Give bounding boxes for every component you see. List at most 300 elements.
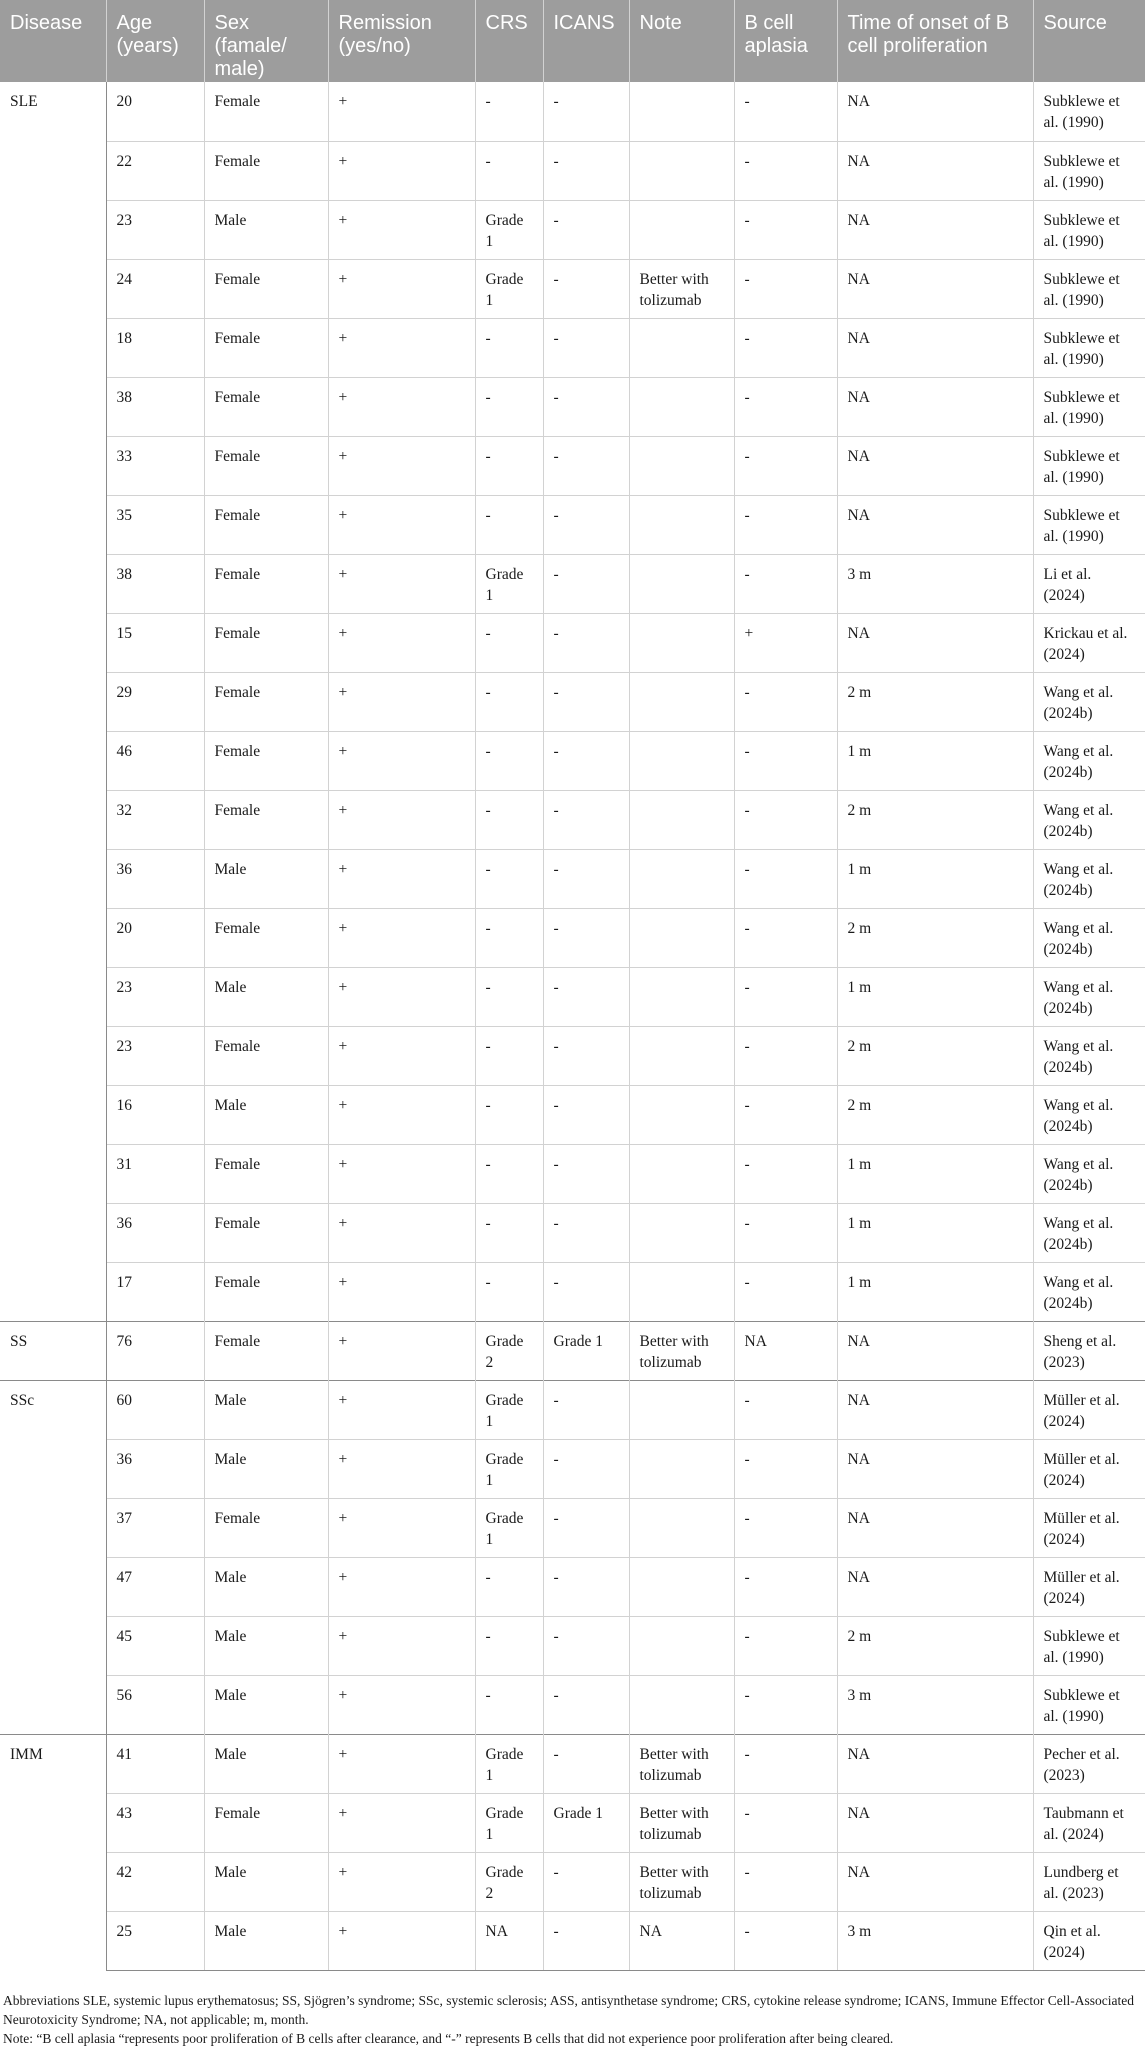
disease-cell: IMM <box>0 1734 106 1970</box>
onset-time-cell: NA <box>837 82 1033 141</box>
table-row <box>0 1439 1145 1498</box>
crs-cell: - <box>475 967 543 1026</box>
b-cell-aplasia-cell: - <box>734 1380 837 1439</box>
crs-cell: Grade 1 <box>475 554 543 613</box>
onset-time-cell: 2 m <box>837 1616 1033 1675</box>
b-cell-aplasia-cell: - <box>734 436 837 495</box>
table-row <box>0 1144 1145 1203</box>
table-row <box>0 613 1145 672</box>
b-cell-aplasia-cell: - <box>734 1911 837 1970</box>
remission-cell: + <box>328 1852 475 1911</box>
remission-cell: + <box>328 790 475 849</box>
b-cell-aplasia-cell: - <box>734 672 837 731</box>
remission-cell: + <box>328 82 475 141</box>
disease-cell: SLE <box>0 82 106 1321</box>
b-cell-aplasia-cell: - <box>734 82 837 141</box>
remission-cell: + <box>328 1439 475 1498</box>
source-cell: Wang et al. (2024b) <box>1033 1085 1145 1144</box>
remission-cell: + <box>328 731 475 790</box>
note-cell <box>629 731 734 790</box>
table-row <box>0 259 1145 318</box>
sex-cell: Female <box>204 436 328 495</box>
note-cell <box>629 967 734 1026</box>
age-cell: 20 <box>106 82 204 141</box>
crs-cell: - <box>475 908 543 967</box>
remission-cell: + <box>328 1203 475 1262</box>
icans-cell: - <box>543 1085 629 1144</box>
source-cell: Lundberg et al. (2023) <box>1033 1852 1145 1911</box>
source-cell: Wang et al. (2024b) <box>1033 672 1145 731</box>
source-cell: Qin et al. (2024) <box>1033 1911 1145 1970</box>
onset-time-cell: NA <box>837 1734 1033 1793</box>
age-cell: 31 <box>106 1144 204 1203</box>
note-cell <box>629 1380 734 1439</box>
column-header-note: Note <box>629 0 734 82</box>
source-cell: Müller et al. (2024) <box>1033 1498 1145 1557</box>
crs-cell: - <box>475 613 543 672</box>
onset-time-cell: NA <box>837 1439 1033 1498</box>
onset-time-cell: NA <box>837 318 1033 377</box>
icans-cell: - <box>543 259 629 318</box>
age-cell: 33 <box>106 436 204 495</box>
source-cell: Subklewe et al. (1990) <box>1033 1675 1145 1734</box>
sex-cell: Male <box>204 1557 328 1616</box>
icans-cell: - <box>543 200 629 259</box>
icans-cell: - <box>543 1557 629 1616</box>
age-cell: 38 <box>106 554 204 613</box>
b-cell-aplasia-cell: - <box>734 1498 837 1557</box>
onset-time-cell: 1 m <box>837 1144 1033 1203</box>
crs-cell: - <box>475 436 543 495</box>
age-cell: 36 <box>106 1439 204 1498</box>
icans-cell: - <box>543 318 629 377</box>
icans-cell: - <box>543 1911 629 1970</box>
crs-cell: - <box>475 1085 543 1144</box>
source-cell: Sheng et al. (2023) <box>1033 1321 1145 1380</box>
icans-cell: - <box>543 1144 629 1203</box>
remission-cell: + <box>328 436 475 495</box>
icans-cell: - <box>543 1852 629 1911</box>
icans-cell: - <box>543 967 629 1026</box>
column-header-remission: Remission (yes/no) <box>328 0 475 82</box>
crs-cell: Grade 1 <box>475 1734 543 1793</box>
crs-cell: Grade 1 <box>475 1793 543 1852</box>
sex-cell: Female <box>204 377 328 436</box>
sex-cell: Female <box>204 731 328 790</box>
source-cell: Subklewe et al. (1990) <box>1033 377 1145 436</box>
note-cell <box>629 200 734 259</box>
b-cell-aplasia-cell: - <box>734 908 837 967</box>
b-cell-aplasia-cell: - <box>734 259 837 318</box>
b-cell-aplasia-cell: - <box>734 1734 837 1793</box>
b-cell-aplasia-cell: - <box>734 1616 837 1675</box>
column-header-disease: Disease <box>0 0 106 82</box>
table-row <box>0 1734 1145 1793</box>
table-row <box>0 1262 1145 1321</box>
source-cell: Subklewe et al. (1990) <box>1033 1616 1145 1675</box>
column-header-b-cell-aplasia: B cell aplasia <box>734 0 837 82</box>
onset-time-cell: NA <box>837 1793 1033 1852</box>
b-cell-aplasia-cell: + <box>734 613 837 672</box>
crs-cell: - <box>475 1557 543 1616</box>
onset-time-cell: NA <box>837 1498 1033 1557</box>
table-row <box>0 731 1145 790</box>
icans-cell: - <box>543 1380 629 1439</box>
crs-cell: - <box>475 849 543 908</box>
remission-cell: + <box>328 613 475 672</box>
table-row <box>0 1085 1145 1144</box>
age-cell: 20 <box>106 908 204 967</box>
note-cell <box>629 849 734 908</box>
crs-cell: - <box>475 141 543 200</box>
sex-cell: Female <box>204 318 328 377</box>
icans-cell: - <box>543 908 629 967</box>
onset-time-cell: NA <box>837 141 1033 200</box>
age-cell: 42 <box>106 1852 204 1911</box>
remission-cell: + <box>328 672 475 731</box>
source-cell: Subklewe et al. (1990) <box>1033 318 1145 377</box>
remission-cell: + <box>328 1144 475 1203</box>
note-cell <box>629 1203 734 1262</box>
table-row <box>0 200 1145 259</box>
source-cell: Wang et al. (2024b) <box>1033 967 1145 1026</box>
crs-cell: - <box>475 1144 543 1203</box>
icans-cell: - <box>543 1675 629 1734</box>
source-cell: Krickau et al. (2024) <box>1033 613 1145 672</box>
sex-cell: Female <box>204 1321 328 1380</box>
sex-cell: Male <box>204 1675 328 1734</box>
table-body <box>0 82 1145 1970</box>
source-cell: Subklewe et al. (1990) <box>1033 200 1145 259</box>
crs-cell: Grade 1 <box>475 259 543 318</box>
age-cell: 35 <box>106 495 204 554</box>
age-cell: 16 <box>106 1085 204 1144</box>
onset-time-cell: NA <box>837 259 1033 318</box>
b-cell-aplasia-cell: - <box>734 790 837 849</box>
age-cell: 41 <box>106 1734 204 1793</box>
column-header-age: Age (years) <box>106 0 204 82</box>
note-cell: NA <box>629 1911 734 1970</box>
remission-cell: + <box>328 377 475 436</box>
abbreviations-footnote: Abbreviations SLE, systemic lupus erythematosus; SS, Sjögren’s syndrome; SSc, systemic sclerosis; ASS, antisynthetase syndrome; CRS, cytokine release syndrome; ICANS, Immune Effector Cell-Associated Neurotoxicity Syndrome; NA, not applicable; m, month. <box>3 1993 1134 2027</box>
header-row <box>0 0 1145 82</box>
crs-cell: - <box>475 1262 543 1321</box>
sex-cell: Male <box>204 1439 328 1498</box>
source-cell: Wang et al. (2024b) <box>1033 790 1145 849</box>
remission-cell: + <box>328 141 475 200</box>
age-cell: 23 <box>106 1026 204 1085</box>
onset-time-cell: 2 m <box>837 1085 1033 1144</box>
sex-cell: Male <box>204 849 328 908</box>
source-cell: Subklewe et al. (1990) <box>1033 82 1145 141</box>
sex-cell: Female <box>204 495 328 554</box>
note-cell <box>629 82 734 141</box>
icans-cell: - <box>543 1439 629 1498</box>
remission-cell: + <box>328 200 475 259</box>
sex-cell: Female <box>204 613 328 672</box>
icans-cell: - <box>543 731 629 790</box>
b-cell-aplasia-cell: - <box>734 1026 837 1085</box>
onset-time-cell: 1 m <box>837 849 1033 908</box>
table-row <box>0 1321 1145 1380</box>
icans-cell: - <box>543 554 629 613</box>
age-cell: 18 <box>106 318 204 377</box>
table-row <box>0 1498 1145 1557</box>
sex-cell: Female <box>204 1262 328 1321</box>
disease-cell: SSc <box>0 1380 106 1734</box>
sex-cell: Male <box>204 1911 328 1970</box>
age-cell: 36 <box>106 849 204 908</box>
onset-time-cell: 2 m <box>837 672 1033 731</box>
column-header-crs: CRS <box>475 0 543 82</box>
table-row <box>0 1793 1145 1852</box>
table-row <box>0 672 1145 731</box>
age-cell: 60 <box>106 1380 204 1439</box>
crs-cell: Grade 1 <box>475 1439 543 1498</box>
remission-cell: + <box>328 1262 475 1321</box>
crs-cell: Grade 1 <box>475 1380 543 1439</box>
sex-cell: Male <box>204 967 328 1026</box>
note-cell <box>629 1675 734 1734</box>
b-cell-aplasia-cell: - <box>734 495 837 554</box>
source-cell: Wang et al. (2024b) <box>1033 849 1145 908</box>
table-row <box>0 790 1145 849</box>
source-cell: Müller et al. (2024) <box>1033 1557 1145 1616</box>
source-cell: Subklewe et al. (1990) <box>1033 141 1145 200</box>
sex-cell: Male <box>204 1085 328 1144</box>
onset-time-cell: 1 m <box>837 1203 1033 1262</box>
sex-cell: Female <box>204 1793 328 1852</box>
onset-time-cell: 2 m <box>837 1026 1033 1085</box>
remission-cell: + <box>328 1026 475 1085</box>
note-cell: Better with tolizumab <box>629 259 734 318</box>
age-cell: 43 <box>106 1793 204 1852</box>
b-cell-aplasia-cell: - <box>734 849 837 908</box>
crs-cell: - <box>475 1616 543 1675</box>
onset-time-cell: NA <box>837 377 1033 436</box>
source-cell: Wang et al. (2024b) <box>1033 731 1145 790</box>
sex-cell: Male <box>204 1616 328 1675</box>
sex-cell: Female <box>204 1144 328 1203</box>
note-cell <box>629 908 734 967</box>
note-cell: Better with tolizumab <box>629 1793 734 1852</box>
b-cell-aplasia-cell: - <box>734 377 837 436</box>
icans-cell: - <box>543 1616 629 1675</box>
source-cell: Taubmann et al. (2024) <box>1033 1793 1145 1852</box>
source-cell: Subklewe et al. (1990) <box>1033 495 1145 554</box>
age-cell: 46 <box>106 731 204 790</box>
onset-time-cell: NA <box>837 1852 1033 1911</box>
note-cell <box>629 1498 734 1557</box>
crs-cell: - <box>475 1026 543 1085</box>
sex-cell: Female <box>204 82 328 141</box>
table-row <box>0 908 1145 967</box>
onset-time-cell: 3 m <box>837 554 1033 613</box>
note-cell <box>629 672 734 731</box>
age-cell: 25 <box>106 1911 204 1970</box>
table-row <box>0 1616 1145 1675</box>
remission-cell: + <box>328 1085 475 1144</box>
onset-time-cell: NA <box>837 1557 1033 1616</box>
table-row <box>0 1852 1145 1911</box>
b-cell-aplasia-cell: - <box>734 1144 837 1203</box>
sex-cell: Female <box>204 554 328 613</box>
b-cell-aplasia-cell: - <box>734 1852 837 1911</box>
age-cell: 47 <box>106 1557 204 1616</box>
sex-cell: Female <box>204 141 328 200</box>
table-row <box>0 436 1145 495</box>
icans-cell: - <box>543 672 629 731</box>
table-row <box>0 1557 1145 1616</box>
sex-cell: Female <box>204 790 328 849</box>
icans-cell: - <box>543 1026 629 1085</box>
table-row <box>0 1675 1145 1734</box>
b-cell-aplasia-cell: - <box>734 200 837 259</box>
note-cell: Better with tolizumab <box>629 1321 734 1380</box>
crs-cell: Grade 2 <box>475 1852 543 1911</box>
onset-time-cell: NA <box>837 200 1033 259</box>
remission-cell: + <box>328 1616 475 1675</box>
b-cell-aplasia-cell: - <box>734 1675 837 1734</box>
icans-cell: - <box>543 436 629 495</box>
b-cell-aplasia-cell: - <box>734 1557 837 1616</box>
age-cell: 76 <box>106 1321 204 1380</box>
icans-cell: - <box>543 82 629 141</box>
age-cell: 15 <box>106 613 204 672</box>
note-cell <box>629 1616 734 1675</box>
remission-cell: + <box>328 967 475 1026</box>
source-cell: Wang et al. (2024b) <box>1033 1026 1145 1085</box>
note-cell <box>629 1439 734 1498</box>
b-cell-aplasia-cell: - <box>734 1262 837 1321</box>
icans-cell: - <box>543 849 629 908</box>
onset-time-cell: 1 m <box>837 1262 1033 1321</box>
table-row <box>0 495 1145 554</box>
note-footnote: Note: “B cell aplasia “represents poor proliferation of B cells after clearance, and “-” represents B cells that did not experience poor proliferation after being cleared. <box>3 2031 894 2046</box>
note-cell <box>629 141 734 200</box>
table-row <box>0 849 1145 908</box>
remission-cell: + <box>328 1321 475 1380</box>
b-cell-aplasia-cell: - <box>734 1085 837 1144</box>
note-cell <box>629 1262 734 1321</box>
icans-cell: - <box>543 141 629 200</box>
icans-cell: - <box>543 495 629 554</box>
crs-cell: - <box>475 1203 543 1262</box>
onset-time-cell: 3 m <box>837 1675 1033 1734</box>
sex-cell: Female <box>204 908 328 967</box>
remission-cell: + <box>328 259 475 318</box>
column-header-onset-time: Time of onset of B cell proliferation <box>837 0 1033 82</box>
crs-cell: - <box>475 731 543 790</box>
age-cell: 17 <box>106 1262 204 1321</box>
table-row <box>0 967 1145 1026</box>
note-cell <box>629 613 734 672</box>
source-cell: Müller et al. (2024) <box>1033 1439 1145 1498</box>
table-row <box>0 1026 1145 1085</box>
b-cell-aplasia-cell: - <box>734 731 837 790</box>
age-cell: 23 <box>106 967 204 1026</box>
sex-cell: Male <box>204 1852 328 1911</box>
icans-cell: - <box>543 1262 629 1321</box>
crs-cell: - <box>475 495 543 554</box>
disease-cell: SS <box>0 1321 106 1380</box>
age-cell: 24 <box>106 259 204 318</box>
sex-cell: Female <box>204 1498 328 1557</box>
crs-cell: Grade 1 <box>475 1498 543 1557</box>
remission-cell: + <box>328 849 475 908</box>
note-cell: Better with tolizumab <box>629 1734 734 1793</box>
source-cell: Wang et al. (2024b) <box>1033 1262 1145 1321</box>
source-cell: Wang et al. (2024b) <box>1033 908 1145 967</box>
remission-cell: + <box>328 1675 475 1734</box>
crs-cell: - <box>475 318 543 377</box>
icans-cell: - <box>543 377 629 436</box>
icans-cell: - <box>543 613 629 672</box>
note-cell <box>629 495 734 554</box>
remission-cell: + <box>328 908 475 967</box>
crs-cell: - <box>475 790 543 849</box>
age-cell: 56 <box>106 1675 204 1734</box>
sex-cell: Female <box>204 1026 328 1085</box>
b-cell-aplasia-cell: - <box>734 141 837 200</box>
table-row <box>0 1380 1145 1439</box>
source-cell: Li et al. (2024) <box>1033 554 1145 613</box>
note-cell <box>629 1085 734 1144</box>
source-cell: Wang et al. (2024b) <box>1033 1203 1145 1262</box>
crs-cell: - <box>475 377 543 436</box>
note-cell <box>629 554 734 613</box>
b-cell-aplasia-cell: - <box>734 967 837 1026</box>
onset-time-cell: 2 m <box>837 908 1033 967</box>
table-footnotes <box>3 1991 1143 2048</box>
onset-time-cell: 3 m <box>837 1911 1033 1970</box>
onset-time-cell: NA <box>837 495 1033 554</box>
b-cell-aplasia-cell: - <box>734 1439 837 1498</box>
note-cell <box>629 1026 734 1085</box>
table-row <box>0 1203 1145 1262</box>
source-cell: Wang et al. (2024b) <box>1033 1144 1145 1203</box>
crs-cell: Grade 1 <box>475 200 543 259</box>
note-cell <box>629 436 734 495</box>
icans-cell: Grade 1 <box>543 1321 629 1380</box>
age-cell: 22 <box>106 141 204 200</box>
remission-cell: + <box>328 1793 475 1852</box>
table-header <box>0 0 1145 82</box>
onset-time-cell: 2 m <box>837 790 1033 849</box>
source-cell: Subklewe et al. (1990) <box>1033 259 1145 318</box>
b-cell-aplasia-cell: - <box>734 1203 837 1262</box>
icans-cell: Grade 1 <box>543 1793 629 1852</box>
table-row <box>0 377 1145 436</box>
remission-cell: + <box>328 1734 475 1793</box>
note-cell: Better with tolizumab <box>629 1852 734 1911</box>
column-header-icans: ICANS <box>543 0 629 82</box>
age-cell: 37 <box>106 1498 204 1557</box>
remission-cell: + <box>328 1498 475 1557</box>
icans-cell: - <box>543 1498 629 1557</box>
note-cell <box>629 1144 734 1203</box>
crs-cell: - <box>475 672 543 731</box>
sex-cell: Female <box>204 1203 328 1262</box>
source-cell: Subklewe et al. (1990) <box>1033 436 1145 495</box>
table-row <box>0 82 1145 141</box>
icans-cell: - <box>543 1734 629 1793</box>
note-cell <box>629 1557 734 1616</box>
b-cell-aplasia-cell: - <box>734 554 837 613</box>
age-cell: 32 <box>106 790 204 849</box>
age-cell: 38 <box>106 377 204 436</box>
table-row <box>0 141 1145 200</box>
